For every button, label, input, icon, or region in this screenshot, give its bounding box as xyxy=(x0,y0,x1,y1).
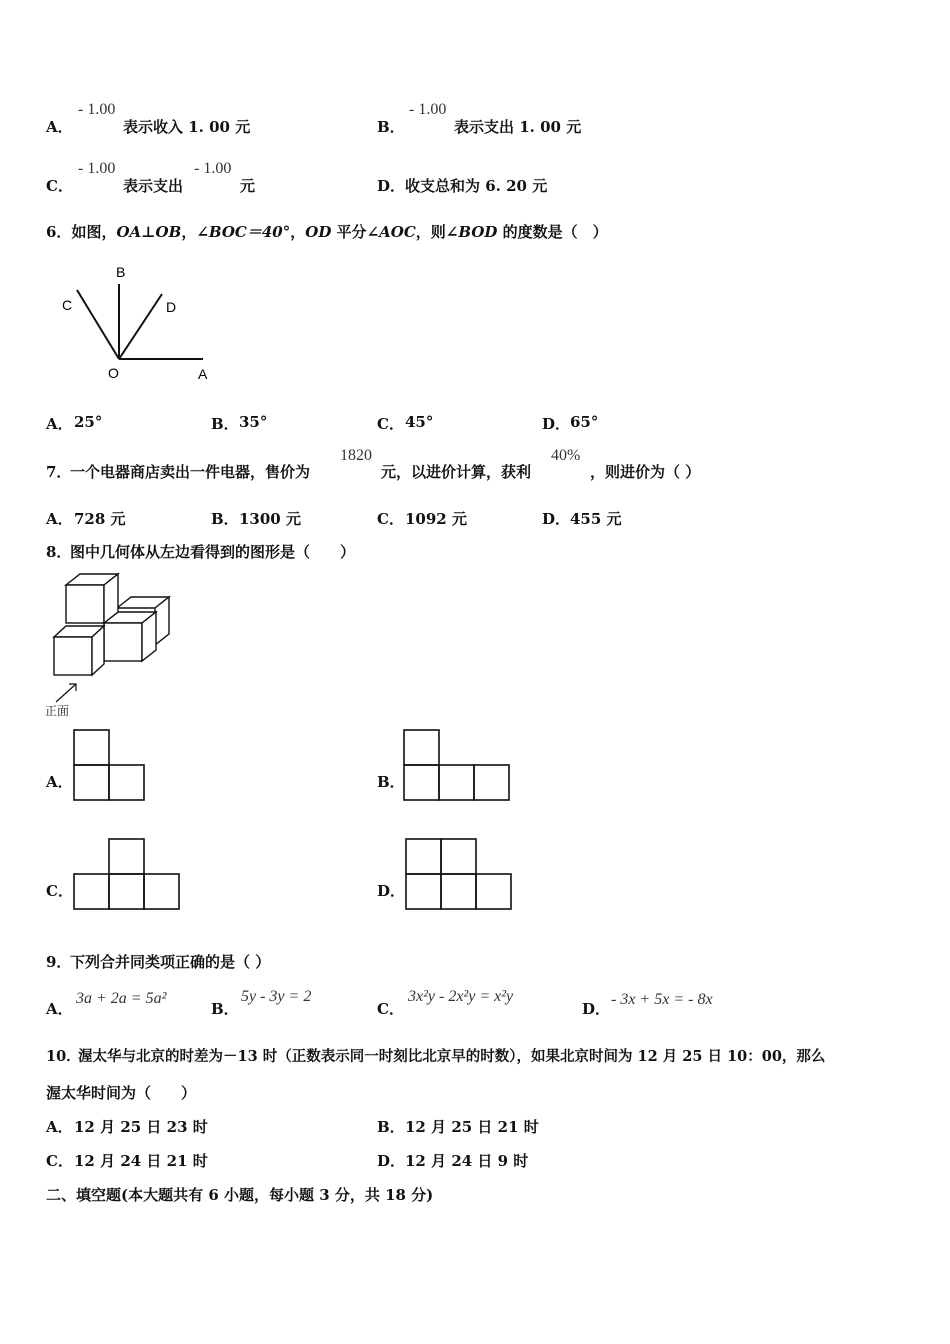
q10-option-c-label: C． xyxy=(46,1152,73,1170)
q5-option-d-text: 收支总和为 6. 20 元 xyxy=(405,177,548,195)
q6-math-od: OD xyxy=(305,223,332,241)
q8-option-b-shape xyxy=(403,729,511,803)
q7-option-d-label: D． xyxy=(542,510,571,528)
q5-option-b-value: - 1.00 xyxy=(409,101,447,118)
cube-top-front xyxy=(66,585,104,623)
q10-option-b-label: B． xyxy=(377,1118,405,1136)
cell xyxy=(144,874,179,909)
q7-profit: 40% xyxy=(551,447,581,464)
q5-option-b-text: 表示支出 1. 00 元 xyxy=(454,118,582,136)
q10-option-b-text: 12 月 25 日 21 时 xyxy=(405,1118,539,1136)
q9-option-a-label: A． xyxy=(46,1000,73,1018)
cube-left-front xyxy=(54,637,92,675)
q8-option-a-label: A． xyxy=(46,773,73,791)
q7-option-c-label: C． xyxy=(377,510,404,528)
cell xyxy=(109,765,144,800)
q7-option-d-text: 455 元 xyxy=(570,510,622,528)
cube-right-front xyxy=(104,623,142,661)
q7-option-c-text: 1092 元 xyxy=(405,510,467,528)
q9-option-a-expr: 3a + 2a = 5a² xyxy=(76,990,167,1007)
q10-option-a-text: 12 月 25 日 23 时 xyxy=(74,1118,208,1136)
q9-option-d-expr: - 3x + 5x = - 8x xyxy=(611,991,713,1008)
label-b: B xyxy=(116,264,126,280)
q5-option-c-value1: - 1.00 xyxy=(78,160,116,177)
q8-option-d-label: D． xyxy=(377,882,406,900)
q5-option-a-text: 表示收入 1. 00 元 xyxy=(123,118,251,136)
q8-option-d-shape xyxy=(403,838,513,912)
q8-option-c-label: C． xyxy=(46,882,73,900)
ray-oc xyxy=(77,290,119,359)
label-d: D xyxy=(166,299,177,315)
q8-option-c-shape xyxy=(73,838,181,912)
q6-number: 6． xyxy=(46,223,72,241)
cell xyxy=(404,730,439,765)
cell xyxy=(406,874,441,909)
q6-math-angle-bod: ∠BOD xyxy=(445,223,498,241)
cell xyxy=(474,765,509,800)
q6-stem xyxy=(46,221,608,242)
q5-option-d-label: D． xyxy=(377,177,406,195)
q6-stem-mid3: ，则 xyxy=(415,223,446,241)
q9-option-b-label: B． xyxy=(211,1000,239,1018)
q10-option-d-text: 12 月 24 日 9 时 xyxy=(405,1152,529,1170)
q5-option-b-label: B． xyxy=(377,118,405,136)
cell xyxy=(439,765,474,800)
cell xyxy=(74,874,109,909)
q6-option-c-label: C． xyxy=(377,415,404,433)
q10-option-a-label: A． xyxy=(46,1118,73,1136)
label-o: O xyxy=(108,365,119,381)
q9-option-b-expr: 5y - 3y = 2 xyxy=(241,988,312,1005)
q9-option-d-label: D． xyxy=(582,1000,611,1018)
q5-option-c-text2: 元 xyxy=(240,177,256,195)
q6-option-d-text: 65° xyxy=(570,413,599,431)
q6-option-a-label: A． xyxy=(46,415,73,433)
q10-number: 10． xyxy=(46,1048,81,1065)
q10-stem-line2: 渥太华时间为（ ） xyxy=(46,1084,197,1102)
q6-stem-end: 的度数是（ ） xyxy=(497,223,608,241)
q6-option-c-text: 45° xyxy=(405,413,434,431)
q7-stem-part3: ，则进价为（ ） xyxy=(590,463,701,481)
q7-price: 1820 xyxy=(340,447,372,464)
q6-option-b-text: 35° xyxy=(239,413,268,431)
q6-math-angle-aoc: ∠AOC xyxy=(366,223,416,241)
cell xyxy=(441,839,476,874)
q7-option-b-label: B． xyxy=(211,510,239,528)
q7-option-a-label: A． xyxy=(46,510,73,528)
q6-option-d-label: D． xyxy=(542,415,571,433)
q6-option-b-label: B． xyxy=(211,415,239,433)
q10-stem-line1: 渥太华与北京的时差为－13 时（正数表示同一时刻比北京早的时数），如果北京时间为 12 月 25 日 10：00，那么 xyxy=(78,1048,826,1065)
cell xyxy=(406,839,441,874)
q9-option-c-expr: 3x²y - 2x²y = x²y xyxy=(408,988,514,1005)
cell xyxy=(74,730,109,765)
q6-math-angle-boc: ∠BOC＝40° xyxy=(196,223,291,241)
q8-stem: 图中几何体从左边看得到的图形是（ ） xyxy=(70,543,356,561)
q7-number: 7． xyxy=(46,463,72,481)
q7-stem-part2: 元，以进价计算，获利 xyxy=(381,463,532,481)
q10-option-c-text: 12 月 24 日 21 时 xyxy=(74,1152,208,1170)
label-c: C xyxy=(62,297,73,313)
q6-math-perp: OA⊥OB xyxy=(116,223,182,241)
q9-option-c-label: C． xyxy=(377,1000,404,1018)
q6-angle-figure xyxy=(50,262,220,384)
q7-option-b-text: 1300 元 xyxy=(239,510,301,528)
section-2-heading: 二、填空题(本大题共有 6 小题，每小题 3 分，共 18 分) xyxy=(46,1186,434,1204)
cell xyxy=(109,839,144,874)
ray-od xyxy=(119,294,162,359)
q9-number: 9． xyxy=(46,953,72,971)
q6-stem-pre: 如图， xyxy=(71,223,117,241)
q6-option-a-text: 25° xyxy=(74,413,103,431)
front-label: 正面 xyxy=(45,704,70,718)
cell xyxy=(74,765,109,800)
q5-option-a-label: A． xyxy=(46,118,73,136)
q8-number: 8． xyxy=(46,543,72,561)
cell xyxy=(109,874,144,909)
q5-option-a-value: - 1.00 xyxy=(78,101,116,118)
q6-stem-mid1: ， xyxy=(290,223,306,241)
cell xyxy=(404,765,439,800)
label-a: A xyxy=(198,366,208,382)
q6-stem-mid2: 平分 xyxy=(331,223,367,241)
q10-option-d-label: D． xyxy=(377,1152,406,1170)
q5-option-c-text1: 表示支出 xyxy=(123,177,184,195)
q8-cube-figure xyxy=(44,568,176,718)
q6-stem-sep: ， xyxy=(181,223,197,241)
cell xyxy=(476,874,511,909)
q7-option-a-text: 728 元 xyxy=(74,510,126,528)
q8-option-b-label: B． xyxy=(377,773,405,791)
cell xyxy=(441,874,476,909)
q9-stem: 下列合并同类项正确的是（ ） xyxy=(70,953,271,971)
q8-option-a-shape xyxy=(73,729,147,803)
front-arrow xyxy=(56,684,76,702)
q5-option-c-value2: - 1.00 xyxy=(194,160,232,177)
q5-option-c-label: C． xyxy=(46,177,73,195)
q7-stem-part1: 一个电器商店卖出一件电器，售价为 xyxy=(70,463,311,481)
